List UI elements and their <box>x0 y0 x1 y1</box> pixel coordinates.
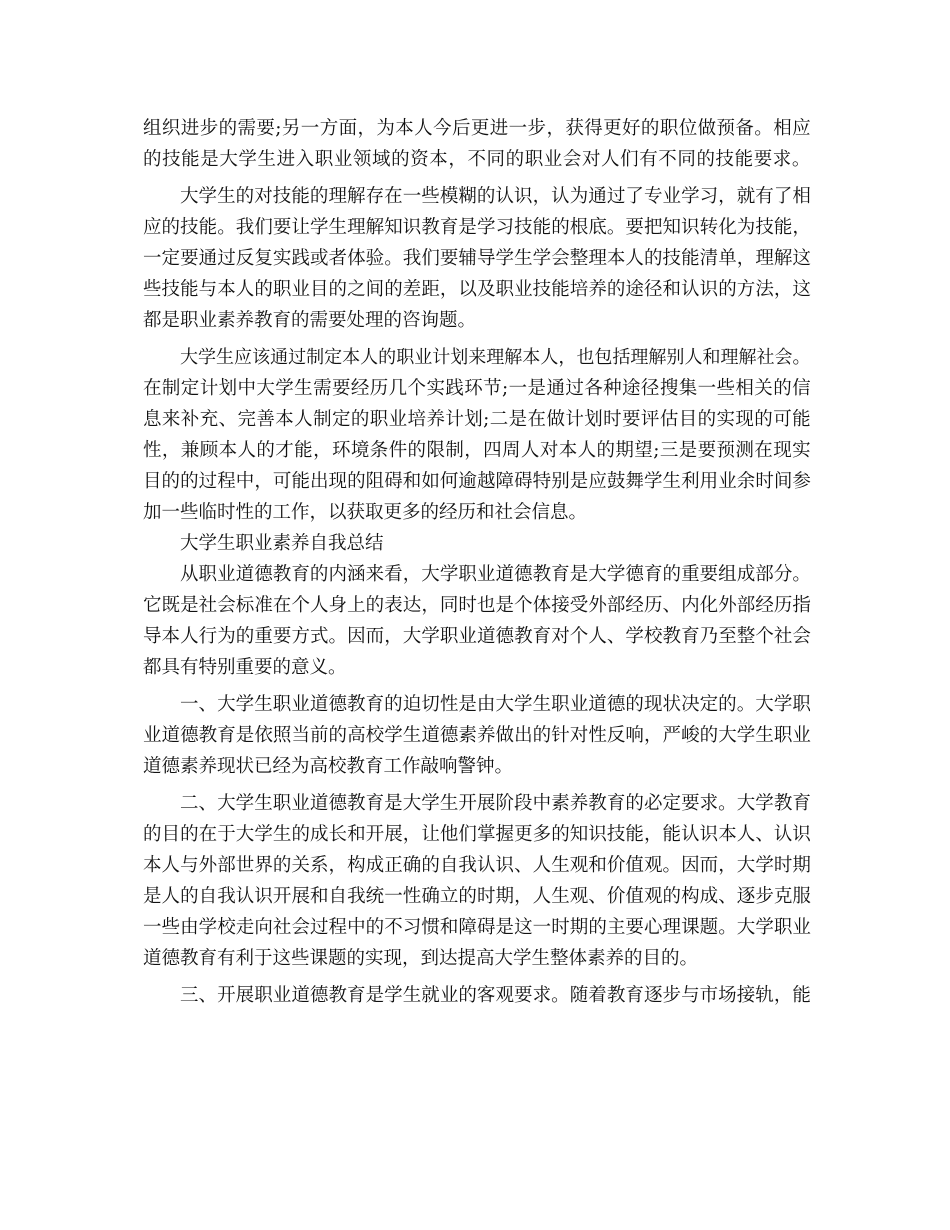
text-line: 性，兼顾本人的才能，环境条件的限制，四周人对本人的期望;三是要预测在现实 <box>143 440 811 461</box>
text-line: 二、大学生职业道德教育是大学生开展阶段中素养教育的必定要求。大学教育 <box>180 793 811 814</box>
text-line: 些技能与本人的职业目的之间的差距，以及职业技能培养的途径和认识的方法，这 <box>143 279 811 300</box>
text-line: 一定要通过反复实践或者体验。我们要辅导学生学会整理本人的技能清单，理解这 <box>143 248 811 269</box>
text-line: 道德教育有利于这些课题的实现，到达提高大学生整体素养的目的。 <box>143 948 699 969</box>
text-line: 大学生的对技能的理解存在一些模糊的认识，认为通过了专业学习，就有了相 <box>180 186 811 207</box>
text-line: 导本人行为的重要方式。因而，大学职业道德教育对个人、学校教育乃至整个社会 <box>143 626 811 647</box>
text-line: 加一些临时性的工作，以获取更多的经历和社会信息。 <box>143 502 588 523</box>
text-line: 是人的自我认识开展和自我统一性确立的时期，人生观、价值观的构成、逐步克服 <box>143 886 811 907</box>
text-line: 它既是社会标准在个人身上的表达，同时也是个体接受外部经历、内化外部经历指 <box>143 595 811 616</box>
text-line: 组织进步的需要;另一方面，为本人今后更进一步，获得更好的职位做预备。相应 <box>143 118 811 139</box>
text-line: 的技能是大学生进入职业领域的资本，不同的职业会对人们有不同的技能要求。 <box>143 149 811 170</box>
text-line: 在制定计划中大学生需要经历几个实践环节;一是通过各种途径搜集一些相关的信 <box>143 378 811 399</box>
text-line: 本人与外部世界的关系，构成正确的自我认识、人生观和价值观。因而，大学时期 <box>143 855 811 876</box>
text-line: 道德素养现状已经为高校教育工作敲响警钟。 <box>143 756 514 777</box>
text-line: 大学生职业素养自我总结 <box>180 533 384 554</box>
text-line: 从职业道德教育的内涵来看，大学职业道德教育是大学德育的重要组成部分。 <box>180 564 811 585</box>
text-line: 的目的在于大学生的成长和开展，让他们掌握更多的知识技能，能认识本人、认识 <box>143 824 811 845</box>
document-body <box>143 113 811 1011</box>
text-line: 一、大学生职业道德教育的迫切性是由大学生职业道德的现状决定的。大学职 <box>180 694 811 715</box>
text-line: 大学生应该通过制定本人的职业计划来理解本人，也包括理解别人和理解社会。 <box>180 347 811 368</box>
text-line: 三、开展职业道德教育是学生就业的客观要求。随着教育逐步与市场接轨，能 <box>180 985 811 1006</box>
text-line: 目的的过程中，可能出现的阻碍和如何逾越障碍特别是应鼓舞学生利用业余时间参 <box>143 471 811 492</box>
text-line: 应的技能。我们要让学生理解知识教育是学习技能的根底。要把知识转化为技能， <box>143 217 811 238</box>
text-line: 息来补充、完善本人制定的职业培养计划;二是在做计划时要评估目的实现的可能 <box>143 409 811 430</box>
text-line: 都是职业素养教育的需要处理的咨询题。 <box>143 310 477 331</box>
text-line: 一些由学校走向社会过程中的不习惯和障碍是这一时期的主要心理课题。大学职业 <box>143 917 811 938</box>
text-line: 都具有特别重要的意义。 <box>143 657 347 678</box>
text-line: 业道德教育是依照当前的高校学生道德素养做出的针对性反响，严峻的大学生职业 <box>143 725 811 746</box>
